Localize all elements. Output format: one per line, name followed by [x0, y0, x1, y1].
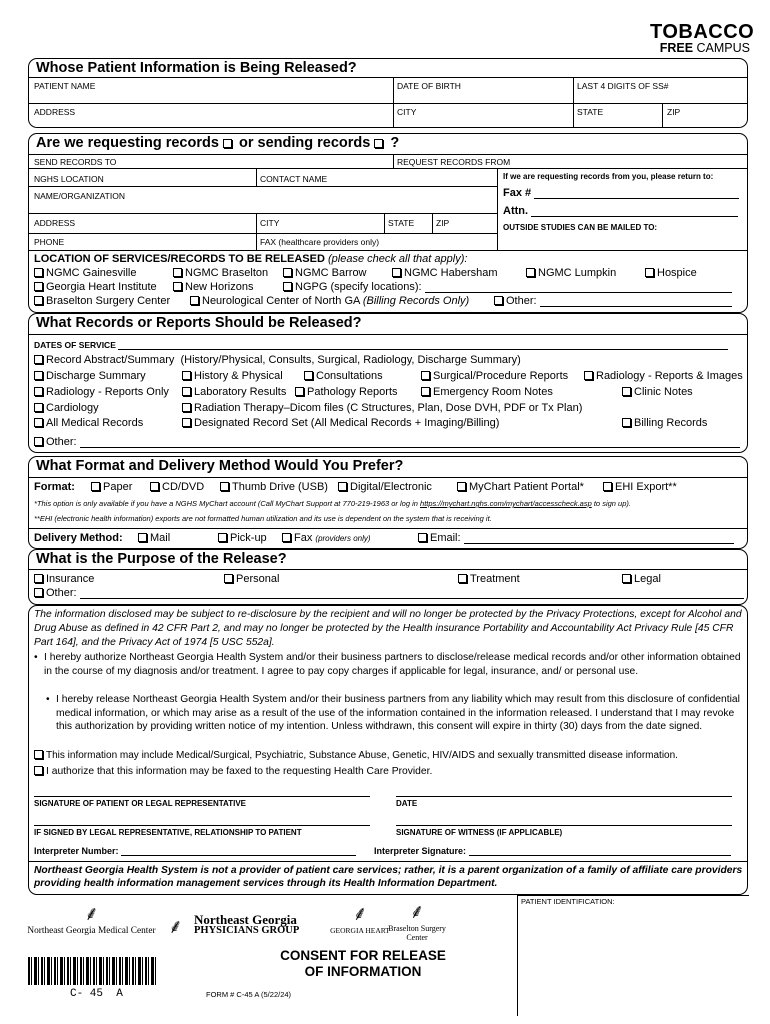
rec-cardiology[interactable]: Cardiology: [34, 402, 99, 414]
rec-clinic-notes[interactable]: Clinic Notes: [622, 386, 693, 398]
rec-radiology-reports[interactable]: Radiology - Reports Only: [34, 386, 169, 398]
return-note: If we are requesting records from you, please return to:: [503, 172, 714, 181]
loc-hospice[interactable]: Hospice: [645, 267, 697, 279]
patient-id-label: PATIENT IDENTIFICATION:: [521, 897, 615, 906]
phone-field[interactable]: PHONE: [34, 237, 65, 247]
mychart-note: *This option is only available if you have a NGHS MyChart account (Call MyChart Support at 770-219-1963 or log in https://mychart.nghs.com/mychart/accesscheck.asp to sign up).: [34, 499, 631, 508]
format-mychart[interactable]: MyChart Patient Portal*: [457, 481, 584, 493]
dates-of-service-input[interactable]: [118, 341, 728, 350]
delivery-label: Delivery Method:: [34, 532, 123, 544]
nghs-location-field[interactable]: NGHS LOCATION: [34, 174, 104, 184]
format-digital[interactable]: Digital/Electronic: [338, 481, 432, 493]
tree-icon: ⸙: [168, 916, 183, 938]
loc-braselton-surgery[interactable]: Braselton Surgery Center: [34, 295, 170, 307]
purpose-treatment[interactable]: Treatment: [458, 573, 520, 585]
ngpg-locations-input[interactable]: [425, 282, 732, 293]
relationship-field[interactable]: IF SIGNED BY LEGAL REPRESENTATIVE, RELATIONSHIP TO PATIENT: [34, 828, 302, 837]
ngh-disclaimer: Northeast Georgia Health System is not a provider of patient care services; rather, it is a parent organization of a family of affiliate care providers providing health information management services through its Health Information Department.: [34, 865, 743, 889]
loc-new-horizons[interactable]: New Horizons: [173, 281, 253, 293]
ehi-note: **EHI (electronic health information) exports are not formatted human utilization and its use is dependent on the system that is receiving it.: [34, 514, 492, 523]
rec-history[interactable]: History & Physical: [182, 370, 283, 382]
barcode: [28, 957, 158, 985]
tree-icon: ⸙: [84, 903, 99, 925]
org-city-field[interactable]: CITY: [260, 218, 280, 228]
tree-icon: ⸙: [409, 901, 425, 923]
rec-laboratory[interactable]: Laboratory Results: [182, 386, 286, 398]
dob-field[interactable]: DATE OF BIRTH: [397, 81, 461, 91]
loc-other-input[interactable]: [540, 296, 732, 307]
logo-tobacco: TOBACCO: [650, 21, 755, 43]
rec-emergency[interactable]: Emergency Room Notes: [421, 386, 553, 398]
address-field[interactable]: ADDRESS: [34, 107, 76, 117]
rec-discharge[interactable]: Discharge Summary: [34, 370, 146, 382]
ngmc-logo: ⸙ Northeast Georgia Medical Center: [24, 902, 159, 936]
rec-designated[interactable]: Designated Record Set (All Medical Records + Imaging/Billing): [182, 417, 499, 429]
georgia-heart-logo: ⸙ GEORGIA HEART: [330, 903, 390, 935]
rec-abstract[interactable]: Record Abstract/Summary (History/Physical, Consults, Surgical, Radiology, Discharge Summary): [34, 354, 521, 366]
fax-field[interactable]: FAX (healthcare providers only): [260, 237, 380, 247]
logo-free: FREE: [659, 41, 694, 55]
rec-other[interactable]: Other:: [34, 436, 740, 448]
fax-authorize-check[interactable]: I authorize that this information may be faxed to the requesting Health Care Provider.: [34, 766, 432, 777]
loc-ngmc-habersham[interactable]: NGMC Habersham: [392, 267, 498, 279]
state-field[interactable]: STATE: [577, 107, 604, 117]
signature-patient-field[interactable]: SIGNATURE OF PATIENT OR LEGAL REPRESENTATIVE: [34, 799, 247, 808]
tobacco-free-logo: [650, 21, 755, 55]
interpreter-signature[interactable]: Interpreter Signature:: [374, 846, 731, 856]
patient-name-field[interactable]: PATIENT NAME: [34, 81, 96, 91]
rec-radiology-images[interactable]: Radiology - Reports & Images: [584, 370, 743, 382]
delivery-mail[interactable]: Mail: [138, 532, 170, 544]
section-title-purpose: What is the Purpose of the Release?: [36, 551, 287, 567]
ssn-field[interactable]: LAST 4 DIGITS OF SS#: [577, 81, 669, 91]
logo-campus: CAMPUS: [696, 41, 750, 55]
org-state-field[interactable]: STATE: [388, 218, 415, 228]
delivery-fax[interactable]: Fax (providers only): [282, 532, 371, 544]
send-records-to-label: SEND RECORDS TO: [34, 157, 117, 167]
loc-ngpg[interactable]: NGPG (specify locations):: [283, 281, 732, 293]
rec-billing[interactable]: Billing Records: [622, 417, 707, 429]
section-title-format: What Format and Delivery Method Would You Prefer?: [36, 458, 404, 474]
zip-field[interactable]: ZIP: [667, 107, 681, 117]
form-code: C- 45 A: [70, 988, 123, 1000]
rec-consultations[interactable]: Consultations: [304, 370, 383, 382]
requesting-checkbox[interactable]: [223, 139, 232, 148]
return-attn: Attn.: [503, 205, 738, 217]
city-field[interactable]: CITY: [397, 107, 417, 117]
witness-field[interactable]: SIGNATURE OF WITNESS (IF APPLICABLE): [396, 828, 563, 837]
form-title: CONSENT FOR RELEASE OF INFORMATION: [280, 948, 446, 979]
request-records-from-label: REQUEST RECORDS FROM: [397, 157, 511, 167]
section-title-patient: Whose Patient Information is Being Released?: [36, 60, 357, 76]
section-title-records: What Records or Reports Should be Released?: [36, 315, 362, 331]
loc-neurological[interactable]: Neurological Center of North GA (Billing Records Only): [190, 295, 469, 307]
interpreter-number[interactable]: Interpreter Number:: [34, 846, 356, 856]
tree-icon: ⸙: [352, 903, 368, 925]
purpose-personal[interactable]: Personal: [224, 573, 279, 585]
outside-studies-note: OUTSIDE STUDIES CAN BE MAILED TO:: [503, 223, 658, 232]
rec-other-input[interactable]: [80, 437, 740, 448]
format-label: Format:: [34, 481, 75, 493]
patient-id-box[interactable]: [517, 895, 749, 1016]
sensitive-info-check[interactable]: This information may include Medical/Surgical, Psychiatric, Substance Abuse, Genetic, HIV/AIDS and sexually transmitted disease information.: [34, 750, 678, 761]
form-number: FORM # C-45 A (5/22/24): [206, 990, 292, 999]
loc-ngmc-barrow[interactable]: NGMC Barrow: [283, 267, 367, 279]
rec-all-medical[interactable]: All Medical Records: [34, 417, 143, 429]
format-paper[interactable]: Paper: [91, 481, 132, 493]
dates-of-service: DATES OF SERVICE: [34, 340, 728, 350]
purpose-other[interactable]: Other:: [34, 587, 744, 599]
authorize-bullet: • I hereby authorize Northeast Georgia Health System and/or their business partners to disclose/release medical records and/or other information obtained in the course of my diagnosis and/or treatment. I agree to pay copy charges if applicable for legal, insurance, and/ or personal use.: [34, 652, 741, 677]
location-title: LOCATION OF SERVICES/RECORDS TO BE RELEASED (please check all that apply):: [34, 253, 468, 265]
purpose-insurance[interactable]: Insurance: [34, 573, 94, 585]
loc-ngmc-braselton[interactable]: NGMC Braselton: [173, 267, 268, 279]
rec-surgical[interactable]: Surgical/Procedure Reports: [421, 370, 568, 382]
return-fax: Fax #: [503, 187, 739, 199]
contact-name-field[interactable]: CONTACT NAME: [260, 174, 328, 184]
rec-radiation[interactable]: Radiation Therapy–Dicom files (C Structures, Plan, Dose DVH, PDF or Tx Plan): [182, 402, 582, 414]
loc-georgia-heart[interactable]: Georgia Heart Institute: [34, 281, 157, 293]
date-field[interactable]: DATE: [396, 799, 418, 808]
delivery-email-input[interactable]: [464, 533, 734, 544]
purpose-legal[interactable]: Legal: [622, 573, 661, 585]
name-organization-field[interactable]: NAME/ORGANIZATION: [34, 191, 125, 201]
loc-ngmc-lumpkin[interactable]: NGMC Lumpkin: [526, 267, 616, 279]
return-fax-input[interactable]: [534, 188, 739, 199]
return-attn-input[interactable]: [531, 206, 738, 217]
purpose-other-input[interactable]: [80, 588, 744, 599]
delivery-pickup[interactable]: Pick-up: [218, 532, 267, 544]
rec-pathology[interactable]: Pathology Reports: [295, 386, 398, 398]
org-address-field[interactable]: ADDRESS: [34, 218, 76, 228]
format-thumb-drive[interactable]: Thumb Drive (USB): [220, 481, 328, 493]
redisclosure-paragraph: The information disclosed may be subject to re-disclosure by the recipient and will no longer be protected by the Privacy Protections, except for Alcohol and Drug Abuse as defined in 42 CFR Part 2, and may no longer be protected by the Health insurance Portability and Accountability Act Privacy Rule [45 CFR Part 164], and the Privacy Act of 1974 [5 USC 552a].: [34, 609, 742, 648]
loc-ngmc-gainesville[interactable]: NGMC Gainesville: [34, 267, 136, 279]
mychart-link[interactable]: https://mychart.nghs.com/mychart/accesscheck.asp: [420, 499, 592, 508]
format-cd-dvd[interactable]: CD/DVD: [150, 481, 204, 493]
section-title-direction: Are we requesting records or sending records ?: [36, 135, 400, 151]
loc-other[interactable]: Other:: [494, 295, 732, 307]
org-zip-field[interactable]: ZIP: [436, 218, 450, 228]
format-ehi[interactable]: EHI Export**: [603, 481, 677, 493]
release-bullet: • I hereby release Northeast Georgia Health System and/or their business partners from any liability which may result from this disclosure of confidential medical information, or which may arise as a result of the use of the information contained in the information released. I understand that I may revoke this authorization by providing written notice of my intention. Unless withdrawn, this consent will expire in thirty (30) days from the date signed.: [46, 694, 740, 732]
braselton-surgery-logo: ⸙ Braselton Surgery Center: [382, 900, 452, 942]
delivery-email[interactable]: Email:: [418, 532, 734, 544]
sending-checkbox[interactable]: [374, 139, 383, 148]
